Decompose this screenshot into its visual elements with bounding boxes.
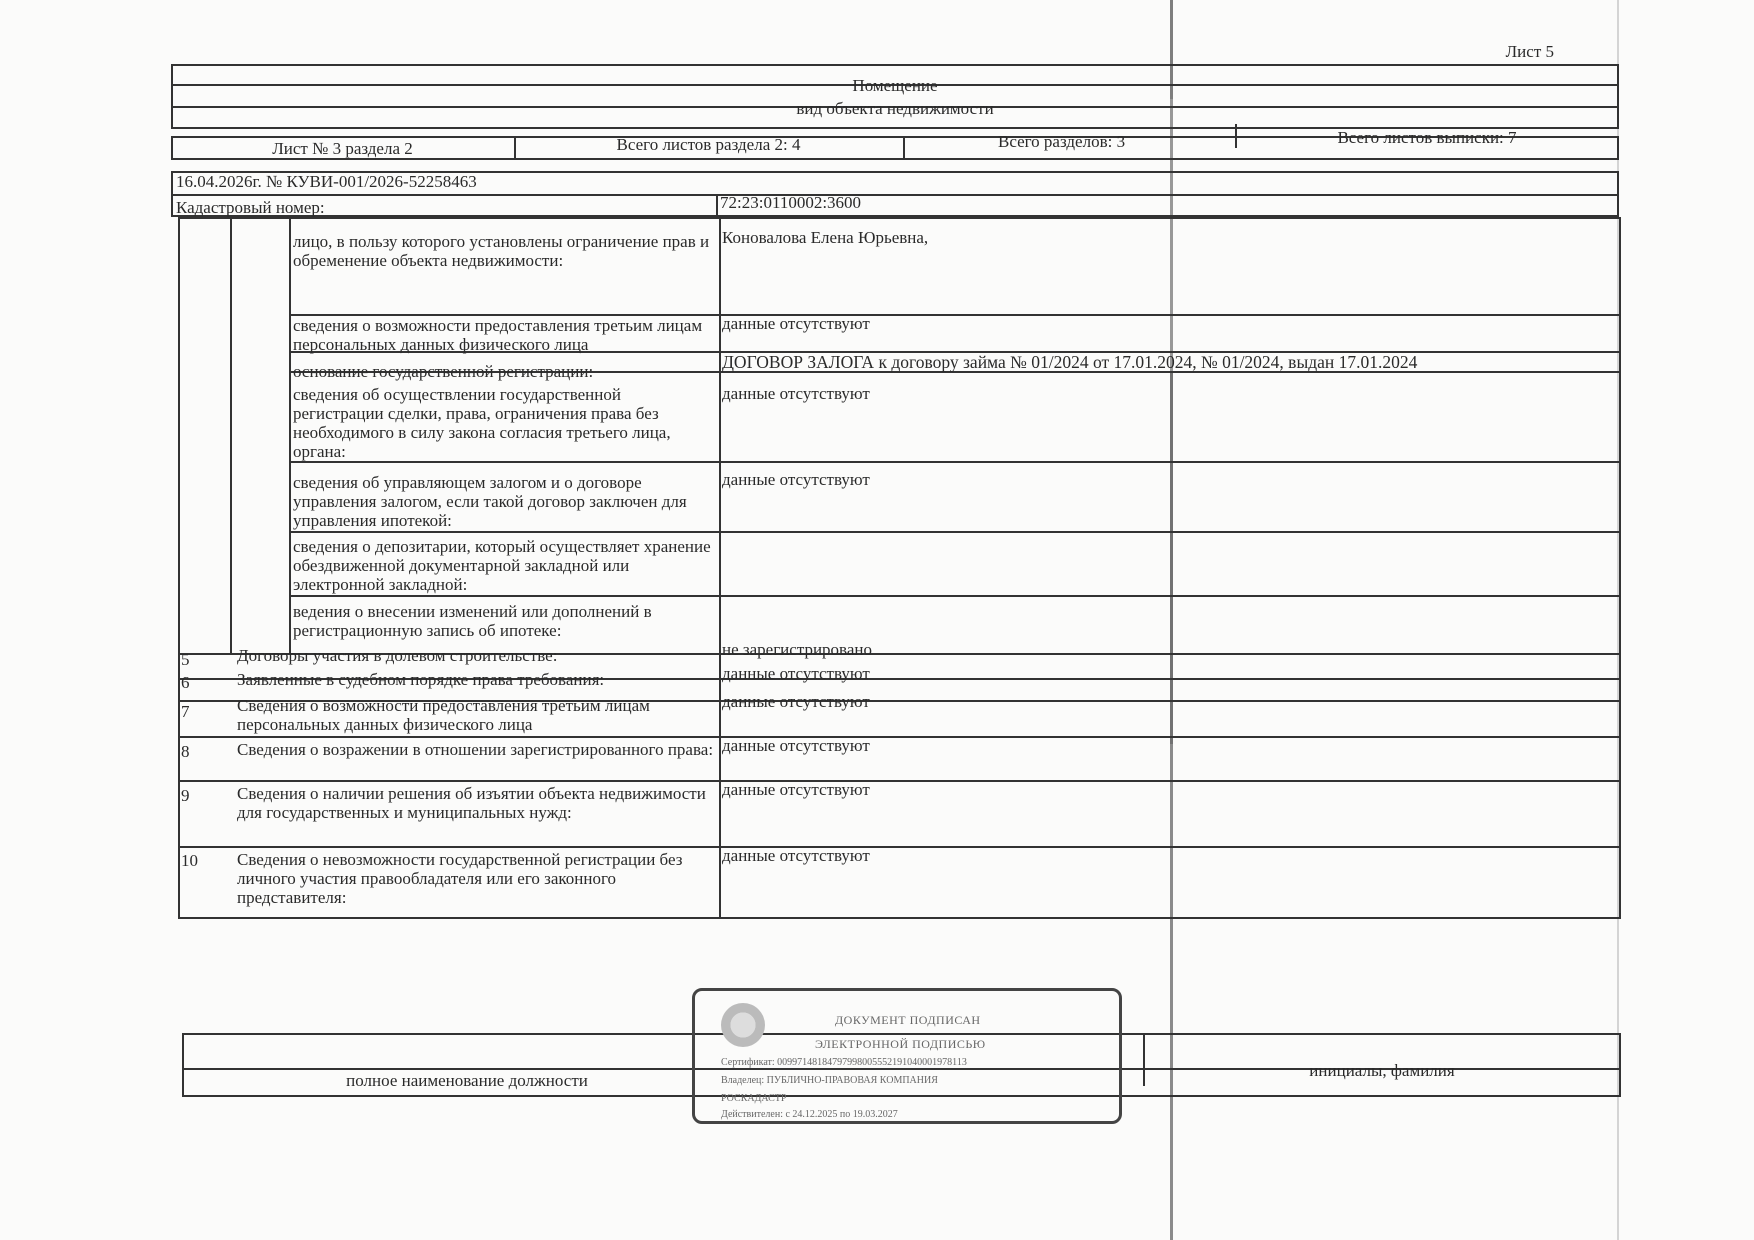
total-sheets-extract: Всего листов выписки: 7 bbox=[1337, 128, 1517, 147]
total-sheets-section: Всего листов раздела 2: 4 bbox=[616, 135, 801, 154]
row-label: Сведения о наличии решения об изъятии объекта недвижимости для государственных и муниципальных нужд: bbox=[237, 784, 706, 822]
row-number: 6 bbox=[181, 673, 190, 692]
row-value: данные отсутствуют bbox=[722, 846, 870, 865]
row-number: 5 bbox=[181, 650, 190, 669]
sub-row-label: сведения о возможности предоставления третьим лицам персональных данных физического лица bbox=[293, 316, 703, 354]
sub-row-label: сведения об управляющем залогом и о договоре управления залогом, если такой договор заключен для управления ипотекой: bbox=[293, 473, 687, 530]
header-object-box bbox=[171, 64, 1619, 129]
row-value: данные отсутствуют bbox=[722, 692, 870, 711]
sub-row-label: лицо, в пользу которого установлены ограничение прав и обременение объекта недвижимости: bbox=[293, 232, 710, 270]
sheet-of-section: Лист № 3 раздела 2 bbox=[272, 139, 413, 158]
total-sections: Всего разделов: 3 bbox=[998, 132, 1126, 151]
stamp-line-1: ДОКУМЕНТ ПОДПИСАН bbox=[835, 1013, 981, 1027]
row-label: Сведения о возражении в отношении зарегистрированного права: bbox=[237, 740, 714, 759]
stamp-owner: Владелец: ПУБЛИЧНО-ПРАВОВАЯ КОМПАНИЯ bbox=[721, 1075, 938, 1086]
row-label: Заявленные в судебном порядке права требования: bbox=[237, 670, 605, 689]
cadastral-label: Кадастровый номер: bbox=[176, 198, 325, 217]
stamp-certificate: Сертификат: 00997148184797998005552191040001978113 bbox=[721, 1057, 967, 1068]
sub-row-value: данные отсутствуют bbox=[722, 314, 870, 333]
object-name: Помещение bbox=[852, 76, 938, 95]
sub-row-value: данные отсутствуют bbox=[722, 470, 870, 489]
row-number: 8 bbox=[181, 742, 190, 761]
object-type-caption: вид объекта недвижимости bbox=[796, 99, 994, 118]
emblem-icon bbox=[721, 1003, 765, 1047]
sub-row-label: сведения об осуществлении государственной регистрации сделки, права, ограничения права без необходимого в силу закона согласия третьего лица, органа: bbox=[293, 385, 671, 461]
sub-row-value: ДОГОВОР ЗАЛОГА к договору займа № 01/2024 от 17.01.2024, № 01/2024, выдан 17.01.2024 bbox=[722, 352, 1418, 372]
sub-row-label: сведения о депозитарии, который осуществляет хранение обездвиженной документарной закладной или электронной закладной: bbox=[293, 537, 711, 594]
stamp-line-2: ЭЛЕКТРОННОЙ ПОДПИСЬЮ bbox=[815, 1037, 986, 1051]
name-caption: инициалы, фамилия bbox=[1309, 1061, 1455, 1080]
row-value: данные отсутствуют bbox=[722, 780, 870, 799]
row-value: не зарегистрировано bbox=[722, 640, 872, 659]
sub-row-label: ведения о внесении изменений или дополнений в регистрационную запись об ипотеке: bbox=[293, 602, 652, 640]
row-value: данные отсутствуют bbox=[722, 736, 870, 755]
stamp-owner-2: РОСКАДАСТР bbox=[721, 1093, 787, 1104]
cadastral-number: 72:23:0110002:3600 bbox=[720, 193, 862, 212]
sub-row-label: основание государственной регистрации: bbox=[293, 362, 594, 381]
document-date-number: 16.04.2026г. № КУВИ-001/2026-52258463 bbox=[176, 172, 477, 191]
row-number: 7 bbox=[181, 702, 190, 721]
row-label: Сведения о невозможности государственной регистрации без личного участия правообладателя или его законного представителя: bbox=[237, 850, 683, 907]
row-number: 9 bbox=[181, 786, 190, 805]
row-number: 10 bbox=[181, 851, 198, 870]
sub-row-value: данные отсутствуют bbox=[722, 384, 870, 403]
electronic-signature-stamp bbox=[692, 988, 1122, 1124]
row-label: Сведения о возможности предоставления третьим лицам персональных данных физического лица bbox=[237, 696, 650, 734]
row-label: Договоры участия в долевом строительстве: bbox=[237, 646, 558, 665]
stamp-valid: Действителен: с 24.12.2025 по 19.03.2027 bbox=[721, 1109, 898, 1120]
row-value: данные отсутствуют bbox=[722, 664, 870, 683]
sub-row-value: Коновалова Елена Юрьевна, bbox=[722, 228, 929, 247]
page-sheet-number: Лист 5 bbox=[1505, 42, 1554, 61]
position-caption: полное наименование должности bbox=[346, 1071, 588, 1090]
